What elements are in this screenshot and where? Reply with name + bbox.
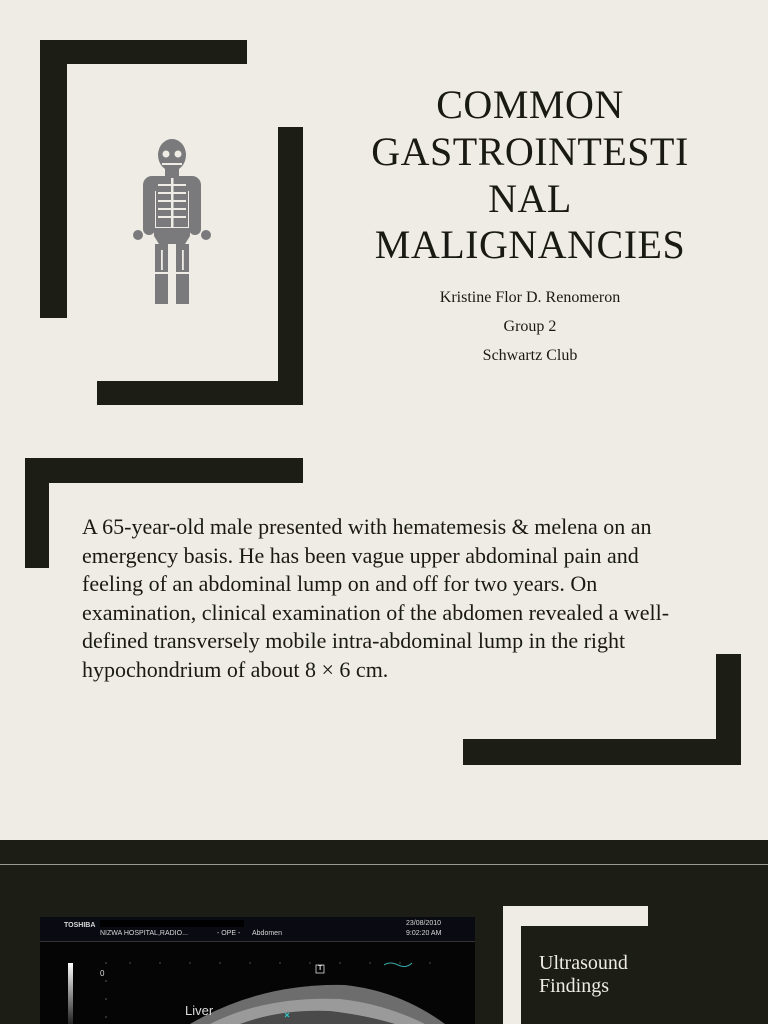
ultrasound-hospital: NIZWA HOSPITAL,RADIO... bbox=[100, 930, 188, 937]
title-line-3: NAL bbox=[488, 175, 572, 221]
card-title: Ultrasound Findings bbox=[539, 952, 628, 997]
case-description: A 65-year-old male presented with hematemesis & melena on an emergency basis. He has been vague upper abdominal pain and feeling of an abdominal lump on and off for two years. On examination, clinical examination of the abdomen revealed a well-defined transversely mobile intra-abdominal lump in the right hypochondrium of about 8 × 6 cm. bbox=[82, 514, 670, 682]
frame-bar-top bbox=[40, 40, 247, 64]
title-slide bbox=[0, 0, 768, 420]
group-label: Group 2 bbox=[503, 318, 557, 335]
scan-fan bbox=[40, 941, 475, 1024]
organ-label: Liver bbox=[185, 1003, 214, 1018]
title-line-4: MALIGNANCIES bbox=[374, 222, 686, 268]
probe-marker: T bbox=[318, 965, 323, 972]
ultrasound-brand: TOSHIBA bbox=[64, 922, 96, 929]
club-label: Schwartz Club bbox=[482, 347, 578, 364]
page-title bbox=[340, 82, 720, 269]
ultrasound-header bbox=[40, 917, 475, 942]
card-frame-top bbox=[503, 906, 648, 926]
ultrasound-image bbox=[40, 917, 475, 1024]
ultrasound-date: 23/08/2010 bbox=[406, 920, 442, 927]
frame-bar-left bbox=[40, 40, 67, 318]
card-frame-left bbox=[503, 906, 521, 1024]
redaction-box bbox=[100, 920, 244, 927]
ultrasound-mode: - OPE - bbox=[217, 930, 241, 937]
depth-marker: 0 bbox=[100, 969, 105, 978]
frame-bar-left bbox=[25, 458, 49, 568]
frame-bar-right bbox=[278, 127, 303, 405]
ultrasound-region: Abdomen bbox=[252, 930, 282, 937]
title-line-1: COMMON bbox=[436, 82, 624, 127]
human-skeleton-icon bbox=[128, 138, 216, 306]
divider-line bbox=[0, 864, 768, 865]
author-name: Kristine Flor D. Renomeron bbox=[439, 289, 621, 306]
frame-bar-bottom bbox=[97, 381, 303, 405]
frame-bar-top-left bbox=[25, 458, 303, 483]
ultrasound-time: 9:02:20 AM bbox=[406, 930, 442, 937]
title-line-2: GASTROINTESTI bbox=[371, 128, 689, 174]
frame-bar-bottom-right bbox=[463, 739, 741, 765]
